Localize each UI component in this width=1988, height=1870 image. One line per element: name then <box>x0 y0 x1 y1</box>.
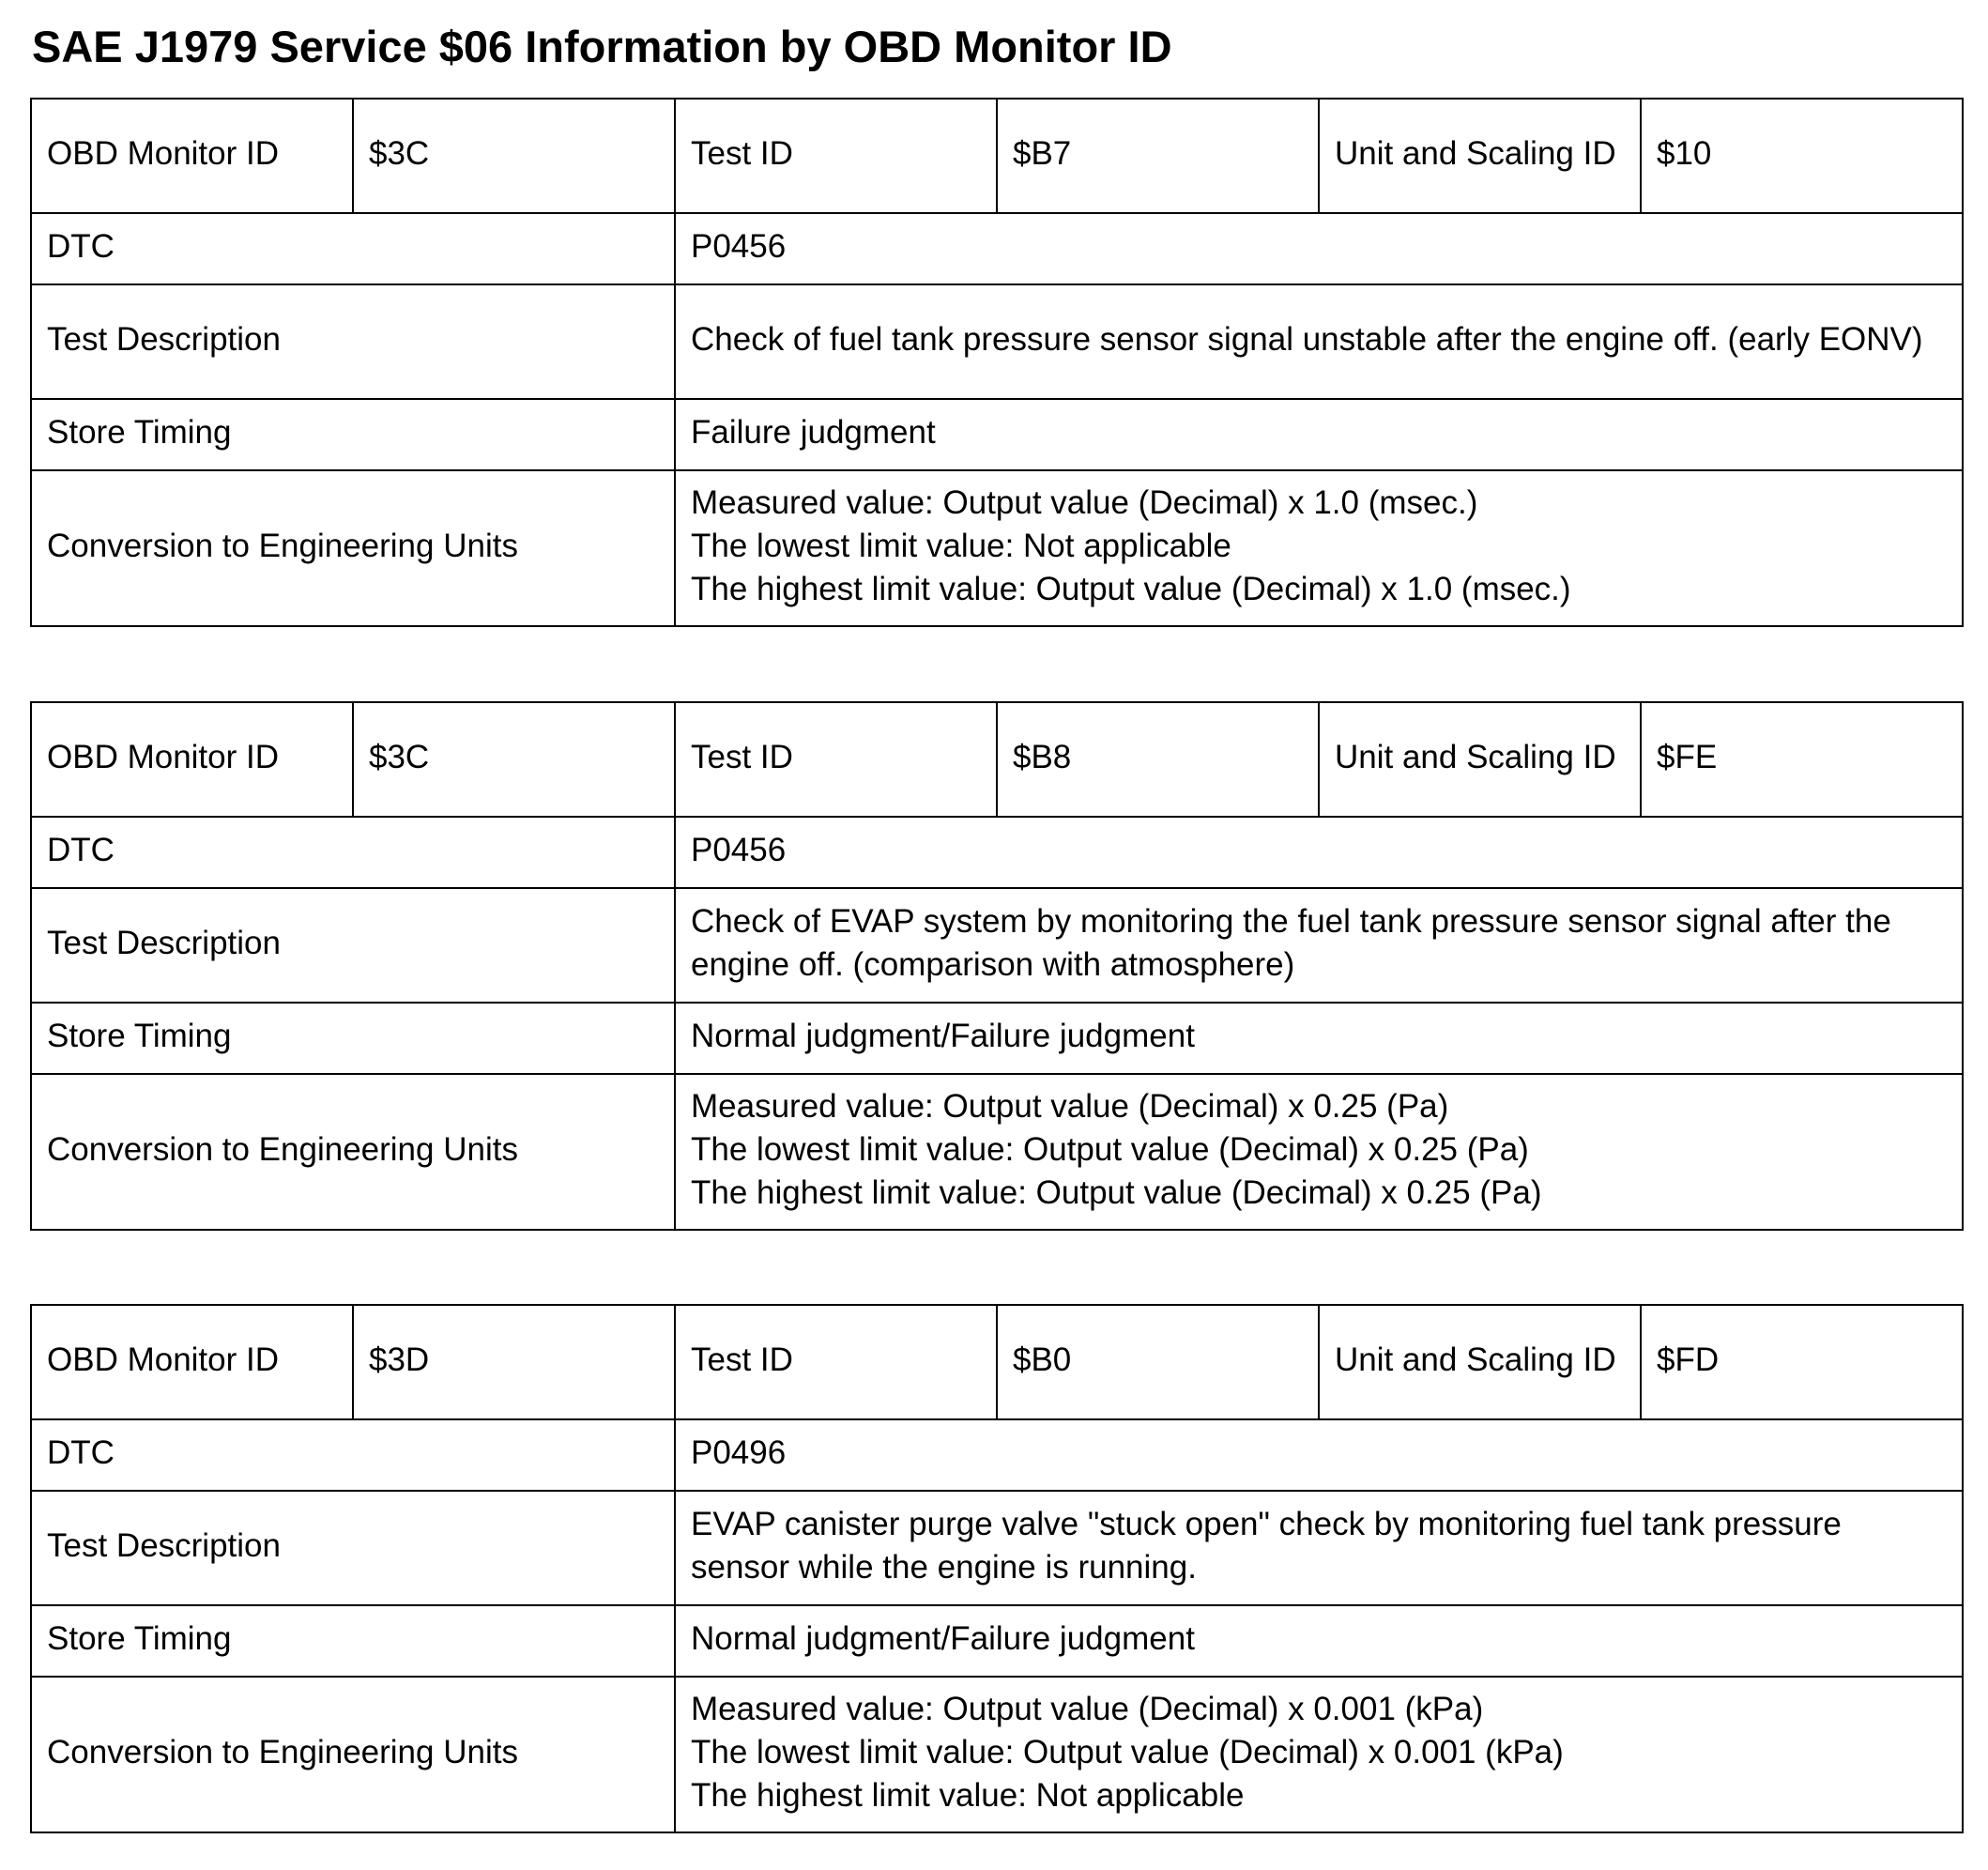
table-row <box>31 1419 1963 1491</box>
table-row <box>31 817 1963 888</box>
conversion-lowest: The lowest limit value: Not applicable <box>691 528 1231 564</box>
table-row <box>31 1605 1963 1677</box>
conversion-lowest: The lowest limit value: Output value (Decimal) x 0.001 (kPa) <box>691 1734 1564 1770</box>
test-id-label: Test ID <box>675 702 997 817</box>
test-description-label: Test Description <box>31 284 675 399</box>
unit-scaling-id-value: $10 <box>1641 99 1963 213</box>
conversion-value <box>675 1074 1963 1230</box>
monitor-table-3 <box>30 1304 1964 1833</box>
test-id-value: $B7 <box>997 99 1319 213</box>
store-timing-label: Store Timing <box>31 1605 675 1677</box>
test-description-value: Check of fuel tank pressure sensor signal unstable after the engine off. (early EONV) <box>675 284 1963 399</box>
unit-scaling-id-value: $FD <box>1641 1305 1963 1419</box>
dtc-value: P0456 <box>675 817 1963 888</box>
test-description-value: EVAP canister purge valve "stuck open" check by monitoring fuel tank pressure sensor while the engine is running. <box>675 1491 1963 1605</box>
test-description-label: Test Description <box>31 888 675 1003</box>
dtc-value: P0456 <box>675 213 1963 284</box>
test-id-value: $B8 <box>997 702 1319 817</box>
store-timing-value: Normal judgment/Failure judgment <box>675 1605 1963 1677</box>
obd-monitor-id-label: OBD Monitor ID <box>31 702 353 817</box>
conversion-highest: The highest limit value: Not applicable <box>691 1777 1245 1814</box>
table-row <box>31 1491 1963 1605</box>
conversion-lowest: The lowest limit value: Output value (Decimal) x 0.25 (Pa) <box>691 1131 1529 1168</box>
conversion-measured: Measured value: Output value (Decimal) x 1.0 (msec.) <box>691 484 1478 521</box>
obd-monitor-id-value: $3D <box>353 1305 675 1419</box>
obd-monitor-id-label: OBD Monitor ID <box>31 99 353 213</box>
table-row <box>31 888 1963 1003</box>
table-row <box>31 470 1963 626</box>
table-row <box>31 399 1963 470</box>
dtc-label: DTC <box>31 817 675 888</box>
dtc-value: P0496 <box>675 1419 1963 1491</box>
store-timing-label: Store Timing <box>31 399 675 470</box>
unit-scaling-id-value: $FE <box>1641 702 1963 817</box>
table-row <box>31 99 1963 213</box>
dtc-label: DTC <box>31 1419 675 1491</box>
conversion-measured: Measured value: Output value (Decimal) x 0.001 (kPa) <box>691 1691 1484 1727</box>
conversion-label: Conversion to Engineering Units <box>31 1074 675 1230</box>
table-row <box>31 1305 1963 1419</box>
obd-monitor-id-label: OBD Monitor ID <box>31 1305 353 1419</box>
table-row <box>31 702 1963 817</box>
conversion-label: Conversion to Engineering Units <box>31 1677 675 1832</box>
conversion-label: Conversion to Engineering Units <box>31 470 675 626</box>
obd-monitor-id-value: $3C <box>353 99 675 213</box>
store-timing-label: Store Timing <box>31 1003 675 1074</box>
table-row <box>31 1003 1963 1074</box>
test-id-value: $B0 <box>997 1305 1319 1419</box>
table-row <box>31 1074 1963 1230</box>
unit-scaling-id-label: Unit and Scaling ID <box>1319 1305 1641 1419</box>
test-id-label: Test ID <box>675 99 997 213</box>
store-timing-value: Failure judgment <box>675 399 1963 470</box>
obd-monitor-id-value: $3C <box>353 702 675 817</box>
table-row <box>31 284 1963 399</box>
table-row <box>31 1677 1963 1832</box>
test-description-value: Check of EVAP system by monitoring the fuel tank pressure sensor signal after the engine off. (comparison with atmosphere) <box>675 888 1963 1003</box>
conversion-value <box>675 470 1963 626</box>
unit-scaling-id-label: Unit and Scaling ID <box>1319 99 1641 213</box>
conversion-measured: Measured value: Output value (Decimal) x 0.25 (Pa) <box>691 1088 1449 1125</box>
conversion-highest: The highest limit value: Output value (Decimal) x 0.25 (Pa) <box>691 1174 1542 1211</box>
test-id-label: Test ID <box>675 1305 997 1419</box>
table-row <box>31 213 1963 284</box>
conversion-value <box>675 1677 1963 1832</box>
page-title: SAE J1979 Service $06 Information by OBD Monitor ID <box>32 22 1172 71</box>
monitor-table-2 <box>30 701 1964 1231</box>
test-description-label: Test Description <box>31 1491 675 1605</box>
monitor-table-1 <box>30 98 1964 627</box>
unit-scaling-id-label: Unit and Scaling ID <box>1319 702 1641 817</box>
dtc-label: DTC <box>31 213 675 284</box>
conversion-highest: The highest limit value: Output value (Decimal) x 1.0 (msec.) <box>691 571 1571 607</box>
store-timing-value: Normal judgment/Failure judgment <box>675 1003 1963 1074</box>
